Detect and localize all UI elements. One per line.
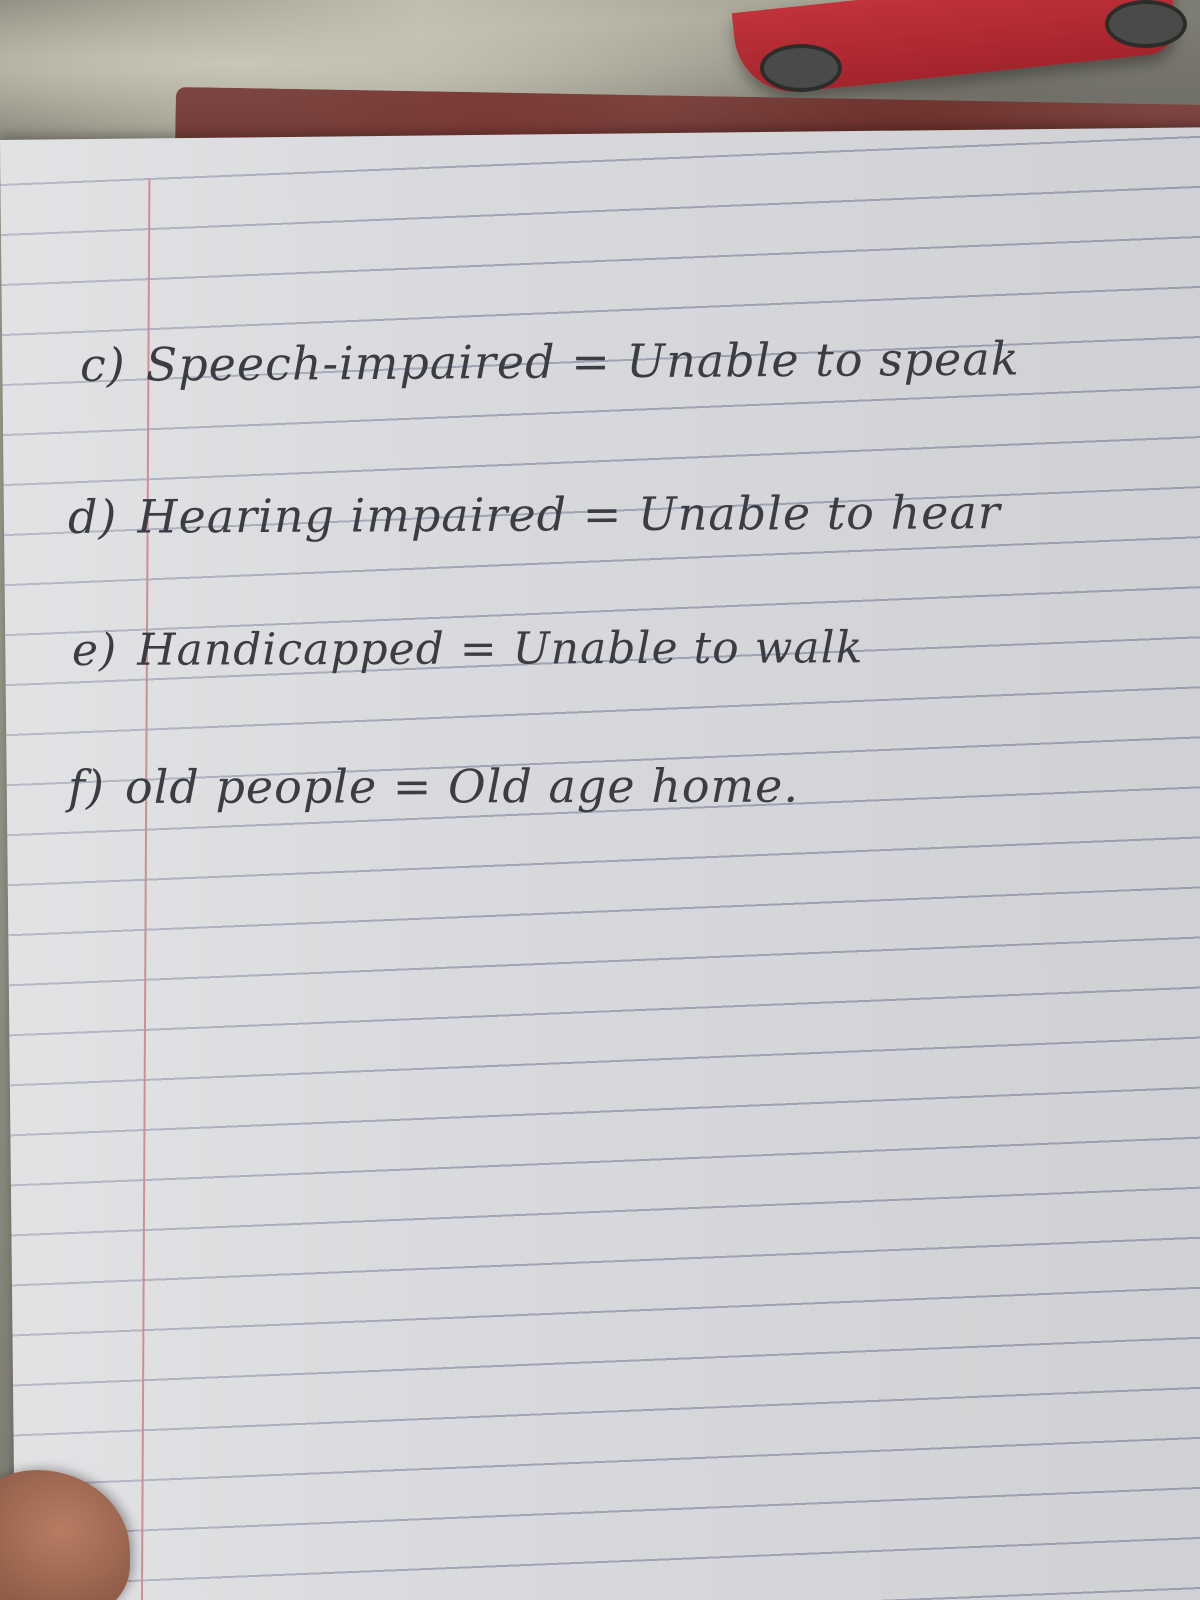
margin-line	[141, 178, 151, 1600]
note-marker: d)	[67, 489, 118, 544]
notebook-page	[0, 127, 1200, 1600]
note-marker: e)	[71, 624, 118, 676]
note-marker: f)	[67, 759, 106, 814]
note-text: Hearing impaired = Unable to hear	[137, 485, 1001, 544]
car-wheel	[760, 44, 842, 92]
note-text: Handicapped = Unable to walk	[137, 622, 864, 676]
note-marker: c)	[79, 337, 126, 392]
note-text: Speech-impaired = Unable to speak	[145, 331, 1020, 392]
car-wheel	[1105, 0, 1187, 48]
note-text: old people = Old age home.	[124, 758, 800, 814]
